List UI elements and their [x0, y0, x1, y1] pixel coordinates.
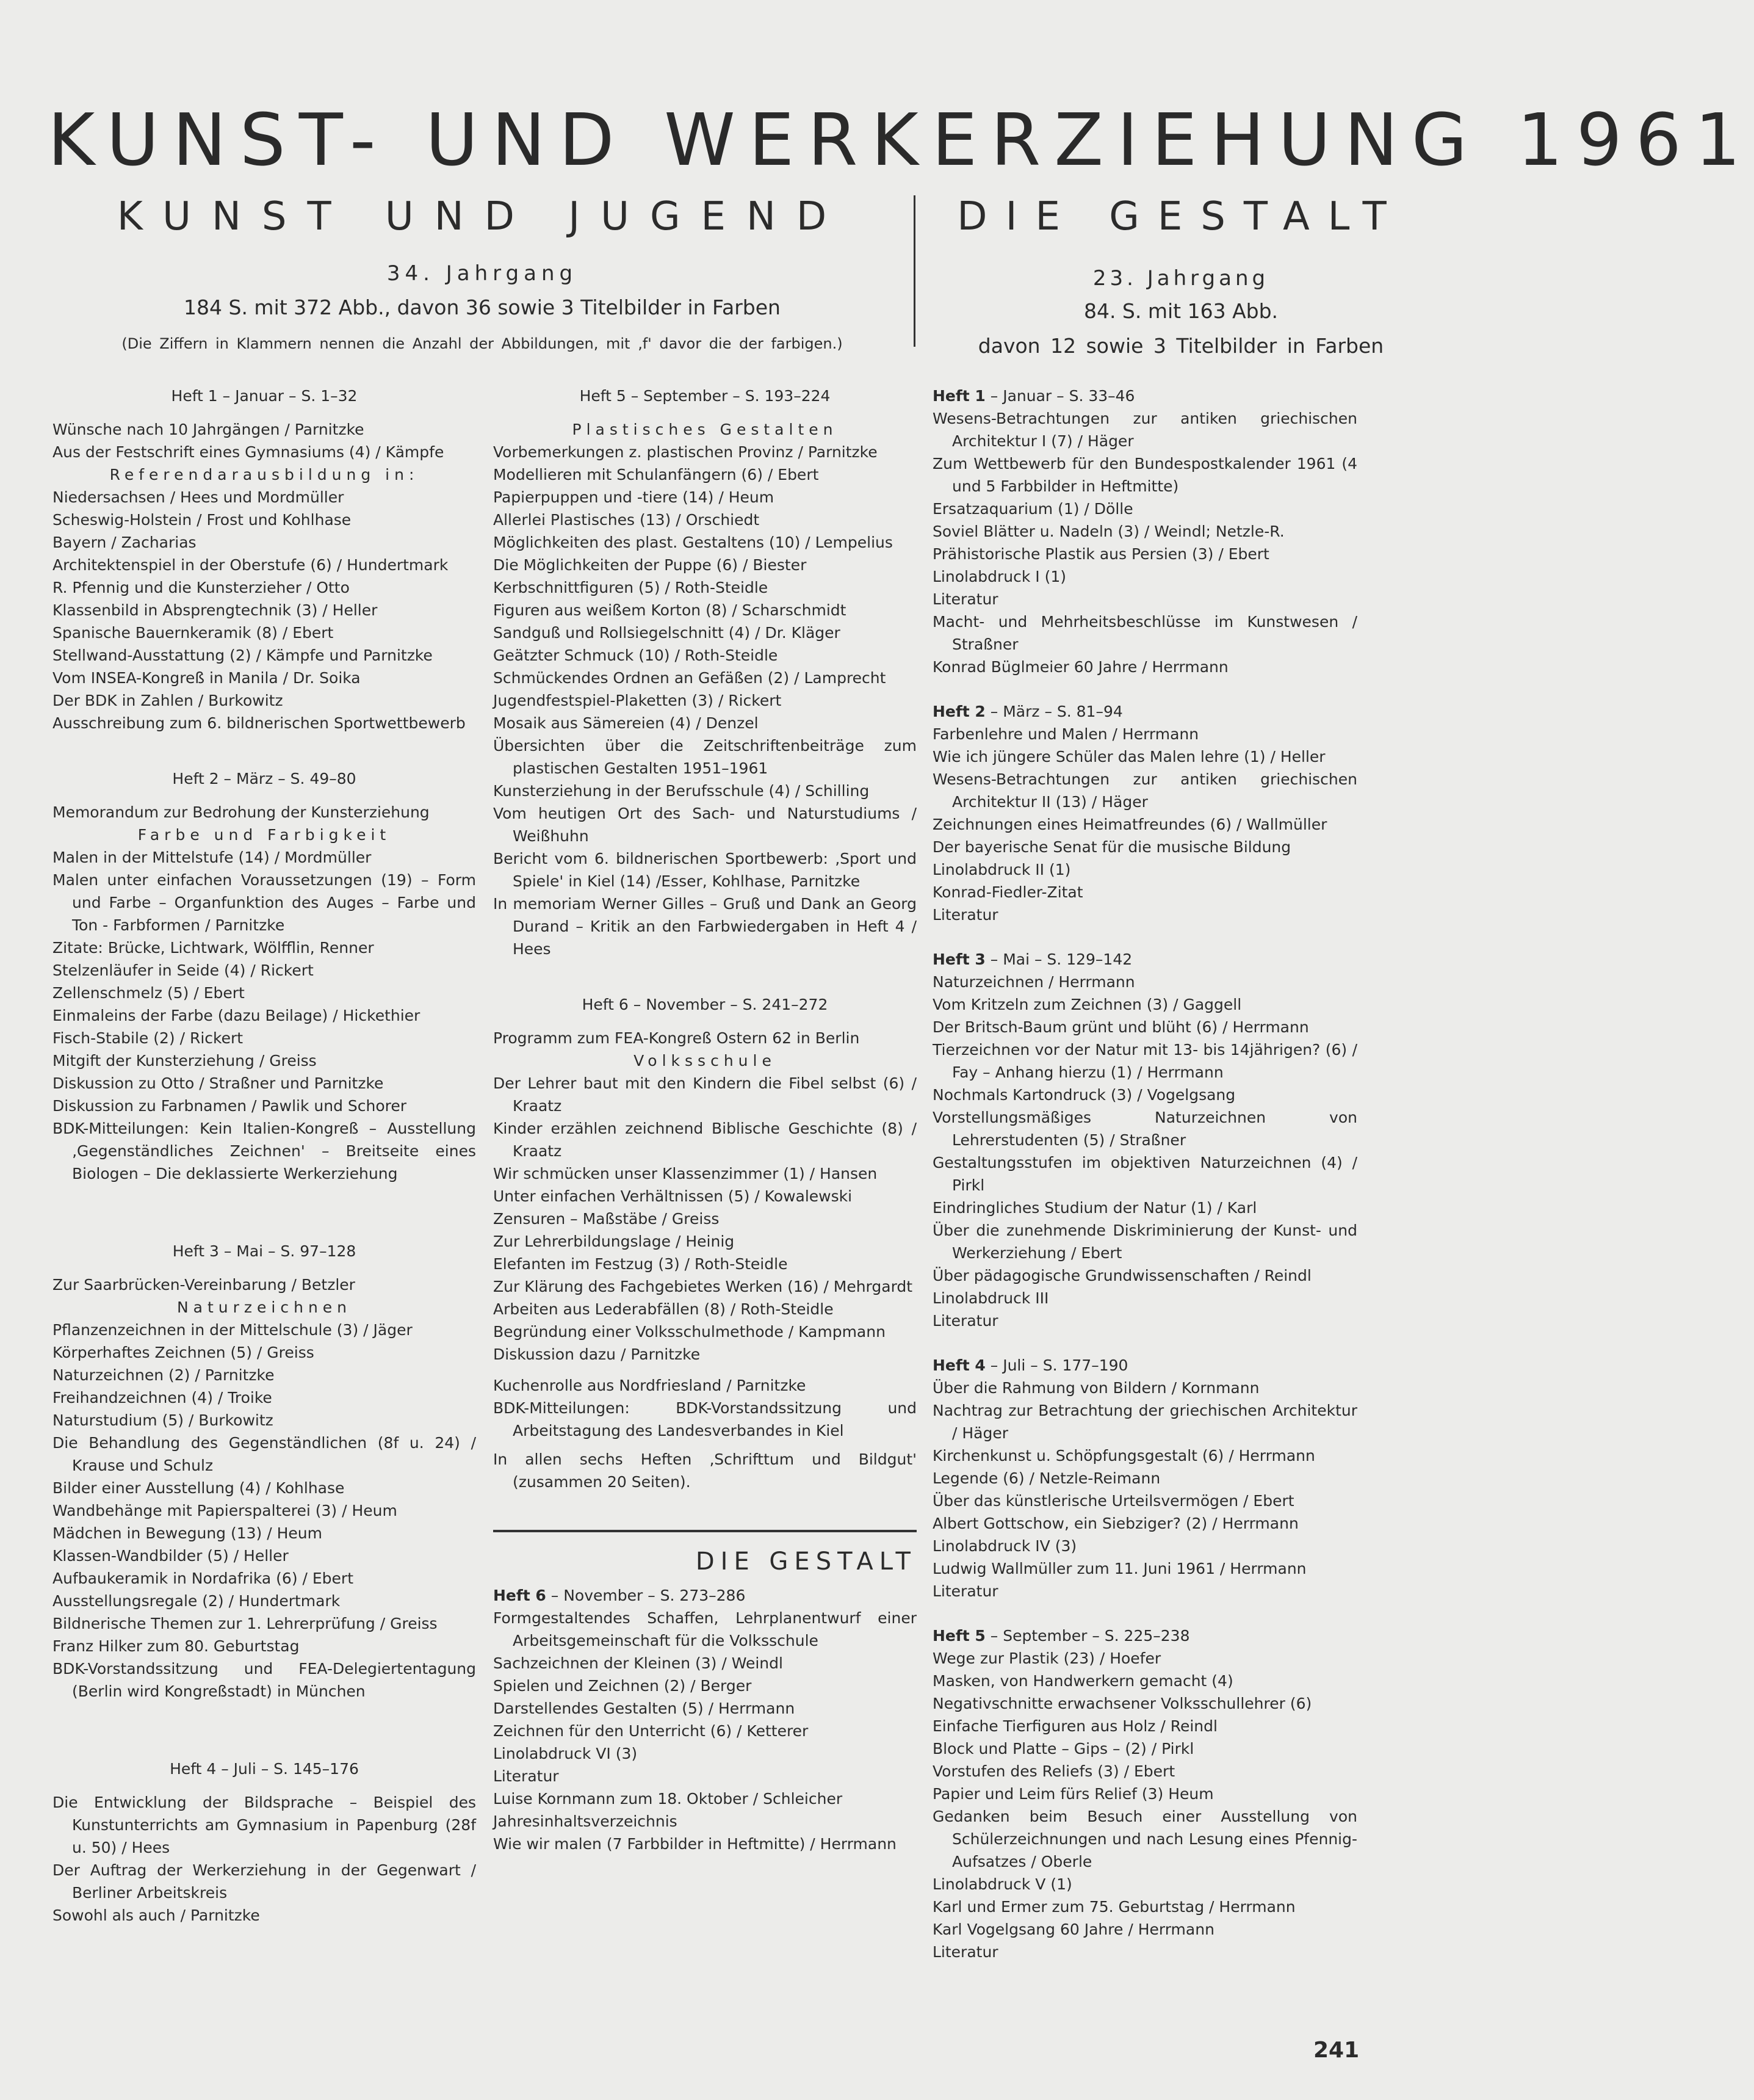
index-entry: Fisch-Stabile (2) / Rickert — [52, 1029, 244, 1047]
index-entry: Jahresinhaltsverzeichnis — [493, 1812, 677, 1830]
index-entry: Prähistorische Plastik aus Persien (3) / Ebert — [933, 545, 1269, 563]
column-die-gestalt — [933, 385, 1357, 1963]
index-entry: Wesens-Betrachtungen zur antiken griechischen Architektur I (7) / Häger — [933, 410, 1357, 450]
index-entry: R. Pfennig und die Kunsterzieher / Otto — [52, 579, 350, 596]
index-entry: Zeichnungen eines Heimatfreundes (6) / Wallmüller — [933, 816, 1327, 833]
entry-list — [52, 846, 476, 1185]
umfang-right: 84. S. mit 163 Abb. — [1083, 299, 1279, 323]
index-entry: Papierpuppen und -tiere (14) / Heum — [493, 488, 774, 506]
index-entry: Bildnerische Themen zur 1. Lehrerprüfung / Greiss — [52, 1615, 438, 1632]
index-entry: Diskussion zu Otto / Straßner und Parnitzke — [52, 1074, 384, 1092]
index-entry: Stelzenläufer in Seide (4) / Rickert — [52, 961, 314, 979]
index-entry: Zum Wettbewerb für den Bundespostkalender 1961 (4 und 5 Farbbilder in Heftmitte) — [933, 455, 1357, 495]
index-entry: Modellieren mit Schulanfängern (6) / Ebert — [493, 466, 819, 483]
index-entry: Spielen und Zeichnen (2) / Berger — [493, 1677, 752, 1695]
entry-list — [493, 441, 917, 960]
section-rule — [493, 1530, 917, 1532]
entry-list — [52, 486, 476, 734]
index-entry: Nochmals Kartondruck (3) / Vogelgsang — [933, 1086, 1236, 1104]
index-entry: Vorbemerkungen z. plastischen Provinz / Parnitzke — [493, 443, 878, 461]
spacer — [52, 1185, 476, 1218]
spacer — [493, 960, 917, 993]
index-entry: BDK-Vorstandssitzung und FEA-Delegiertentagung (Berlin wird Kongreßstadt) in München — [52, 1660, 476, 1700]
die-gestalt-title: DIE GESTALT — [695, 1548, 917, 1576]
index-entry: Wandbehänge mit Papierspalterei (3) / Heum — [52, 1502, 397, 1519]
index-entry: Zur Saarbrücken-Vereinbarung / Betzler — [52, 1276, 355, 1294]
index-entry: Literatur — [933, 1582, 998, 1600]
index-entry: Macht- und Mehrheitsbeschlüsse im Kunstwesen / Straßner — [933, 613, 1357, 653]
heft-label: Heft 1 — [933, 387, 986, 405]
entry-list — [933, 723, 1357, 926]
index-entry: Negativschnitte erwachsener Volksschullehrer (6) — [933, 1695, 1312, 1712]
index-entry: Über die Rahmung von Bildern / Kornmann — [933, 1379, 1260, 1397]
spacer — [52, 1703, 476, 1736]
heft-header — [493, 1584, 917, 1607]
entry-list — [933, 1647, 1357, 1963]
index-entry: Memorandum zur Bedrohung der Kunsterziehung — [52, 803, 430, 821]
index-entry: Der Lehrer baut mit den Kindern die Fibel selbst (6) / Kraatz — [493, 1074, 917, 1115]
heft-label: Heft 2 — [933, 703, 986, 720]
index-entry: Geätzter Schmuck (10) / Roth-Steidle — [493, 646, 778, 664]
index-entry: Zur Klärung des Fachgebietes Werken (16) / Mehrgardt — [493, 1278, 913, 1295]
heft-header: Heft 4 – Juli – S. 145–176 — [170, 1760, 359, 1778]
spacer — [493, 1493, 917, 1518]
heft-header: Heft 5 – September – S. 193–224 — [579, 387, 831, 405]
abbildungen-hinweis: (Die Ziffern in Klammern nennen die Anzahl der Abbildungen, mit ‚f' davor die der farbigen.) — [121, 335, 843, 352]
index-entry: Über die zunehmende Diskriminierung der Kunst- und Werkerziehung / Ebert — [933, 1222, 1357, 1262]
index-entry: Architektenspiel in der Oberstufe (6) / Hundertmark — [52, 556, 449, 574]
index-entry: Sachzeichnen der Kleinen (3) / Weindl — [493, 1654, 783, 1672]
heft-header: Heft 2 – März – S. 49–80 — [172, 770, 356, 788]
index-entry: BDK-Mitteilungen: BDK-Vorstandssitzung und Arbeitstagung des Landesverbandes in Kiel — [493, 1399, 917, 1439]
index-entry: Niedersachsen / Hees und Mordmüller — [52, 488, 344, 506]
spacer — [933, 678, 1357, 700]
heft-header — [933, 385, 1357, 407]
spacer — [493, 1366, 917, 1374]
index-entry: Eindringliches Studium der Natur (1) / Karl — [933, 1199, 1257, 1217]
spacer — [933, 1332, 1357, 1354]
index-entry: Aufbaukeramik in Nordafrika (6) / Ebert — [52, 1570, 354, 1587]
index-entry: Mosaik aus Sämereien (4) / Denzel — [493, 714, 759, 732]
index-entry: Wir schmücken unser Klassenzimmer (1) / Hansen — [493, 1165, 878, 1182]
heft-header: Heft 6 – November – S. 241–272 — [582, 996, 828, 1013]
kunst-und-jugend-header — [49, 194, 915, 352]
journal-name-right: DIE GESTALT — [957, 194, 1405, 239]
index-entry: Vom Kritzeln zum Zeichnen (3) / Gaggell — [933, 996, 1242, 1013]
index-entry: Körperhaftes Zeichnen (5) / Greiss — [52, 1344, 314, 1361]
spacer — [933, 1602, 1357, 1624]
index-entry: Wie wir malen (7 Farbbilder in Heftmitte) / Herrmann — [493, 1835, 897, 1853]
index-entry: Sandguß und Rollsiegelschnitt (4) / Dr. Kläger — [493, 624, 840, 642]
index-entry: Legende (6) / Netzle-Reimann — [933, 1469, 1161, 1487]
index-entry: Luise Kornmann zum 18. Oktober / Schleicher — [493, 1790, 843, 1808]
entry-list — [493, 1027, 917, 1049]
index-entry: Linolabdruck I (1) — [933, 568, 1067, 585]
header-divider — [914, 195, 915, 347]
index-entry: Linolabdruck IV (3) — [933, 1537, 1077, 1555]
index-entry: Wie ich jüngere Schüler das Malen lehre (1) / Heller — [933, 748, 1326, 766]
index-entry: Literatur — [933, 1943, 998, 1961]
index-entry: Klassenbild in Absprengtechnik (3) / Heller — [52, 601, 378, 619]
heft-range: – September – S. 225–238 — [985, 1627, 1190, 1645]
index-entry: Spanische Bauernkeramik (8) / Ebert — [52, 624, 334, 642]
heft-label: Heft 4 — [933, 1356, 986, 1374]
index-entry: Die Entwicklung der Bildsprache – Beispiel des Kunstunterrichts am Gymnasium in Papenburg (28f u. 50) / Hees — [52, 1794, 476, 1856]
index-entry: Der Britsch-Baum grünt und blüht (6) / Herrmann — [933, 1018, 1309, 1036]
index-entry: Bayern / Zacharias — [52, 534, 197, 551]
index-entry: Gedanken beim Besuch einer Ausstellung von Schülerzeichnungen und nach Lesung eines Pfennig-Aufsatzes / Oberle — [933, 1808, 1357, 1870]
heft-header — [933, 948, 1357, 971]
journal-name-left: KUNST UND JUGEND — [117, 194, 848, 239]
heft-label: Heft 5 — [933, 1627, 986, 1645]
jahrgang-right: 23. Jahrgang — [1092, 266, 1269, 291]
index-entry: Linolabdruck III — [933, 1289, 1049, 1307]
index-entry: Soviel Blätter u. Nadeln (3) / Weindl; Netzle-R. — [933, 523, 1285, 540]
entry-list — [52, 801, 476, 824]
index-entry: Malen in der Mittelstufe (14) / Mordmüller — [52, 849, 372, 866]
index-entry: Kinder erzählen zeichnend Biblische Geschichte (8) / Kraatz — [493, 1120, 917, 1160]
page-number: 241 — [1313, 2038, 1360, 2063]
index-entry: Naturstudium (5) / Burkowitz — [52, 1411, 273, 1429]
index-entry: Die Möglichkeiten der Puppe (6) / Biester — [493, 556, 807, 574]
umfang-left: 184 S. mit 372 Abb., davon 36 sowie 3 Titelbilder in Farben — [184, 295, 781, 319]
entry-list — [52, 418, 476, 463]
index-entry: Papier und Leim fürs Relief (3) Heum — [933, 1785, 1214, 1803]
spacer — [52, 1736, 476, 1758]
index-entry: Karl Vogelgsang 60 Jahre / Herrmann — [933, 1921, 1214, 1938]
spacer — [52, 734, 476, 767]
index-entry: Malen unter einfachen Voraussetzungen (19) – Form und Farbe – Organfunktion des Auges – Farbe und Ton - Farbformen / Parnitzke — [52, 871, 476, 934]
index-entry: Der Auftrag der Werkerziehung in der Gegenwart / Berliner Arbeitskreis — [52, 1861, 476, 1902]
index-entry: Wege zur Plastik (23) / Hoefer — [933, 1649, 1161, 1667]
index-entry: Formgestaltendes Schaffen, Lehrplanentwurf einer Arbeitsgemeinschaft für die Volksschule — [493, 1609, 917, 1649]
index-entry: Sowohl als auch / Parnitzke — [52, 1906, 260, 1924]
section-heading: Farbe und Farbigkeit — [137, 826, 391, 844]
index-entry: Naturzeichnen / Herrmann — [933, 973, 1135, 991]
index-entry: Tierzeichnen vor der Natur mit 13- bis 14jährigen? (6) / Fay – Anhang hierzu (1) / Herrmann — [933, 1041, 1357, 1081]
page-title: KUNST- UND WERKERZIEHUNG 1961 — [48, 98, 1754, 182]
index-entry: Über das künstlerische Urteilsvermögen / Ebert — [933, 1492, 1294, 1510]
index-entry: Allerlei Plastisches (13) / Orschiedt — [493, 511, 760, 529]
index-entry: Der BDK in Zahlen / Burkowitz — [52, 692, 283, 709]
index-entry: Mädchen in Bewegung (13) / Heum — [52, 1524, 323, 1542]
heft-range: – Mai – S. 129–142 — [985, 950, 1133, 968]
column-kunst-und-jugend-2 — [493, 385, 917, 1855]
index-entry: Wesens-Betrachtungen zur antiken griechischen Architektur II (13) / Häger — [933, 770, 1357, 811]
index-entry: Vorstufen des Reliefs (3) / Ebert — [933, 1762, 1175, 1780]
index-entry: Elefanten im Festzug (3) / Roth-Steidle — [493, 1255, 788, 1273]
entry-list — [933, 407, 1357, 678]
index-entry: Programm zum FEA-Kongreß Ostern 62 in Berlin — [493, 1029, 860, 1047]
index-entry: Naturzeichnen (2) / Parnitzke — [52, 1366, 275, 1384]
index-entry: Literatur — [493, 1767, 559, 1785]
heft-header: Heft 3 – Mai – S. 97–128 — [172, 1242, 356, 1260]
index-entry: Aus der Festschrift eines Gymnasiums (4) / Kämpfe — [52, 443, 444, 461]
index-entry: Vom heutigen Ort des Sach- und Naturstudiums / Weißhuhn — [493, 805, 917, 845]
heft-range: – Januar – S. 33–46 — [985, 387, 1135, 405]
heft-header — [933, 700, 1357, 723]
index-entry: Ludwig Wallmüller zum 11. Juni 1961 / Herrmann — [933, 1560, 1307, 1577]
column-kunst-und-jugend-1 — [52, 385, 476, 1927]
index-entry: Kirchenkunst u. Schöpfungsgestalt (6) / Herrmann — [933, 1447, 1315, 1465]
index-entry: Vorstellungsmäßiges Naturzeichnen von Lehrerstudenten (5) / Straßner — [933, 1109, 1357, 1149]
index-entry: Ausstellungsregale (2) / Hundertmark — [52, 1592, 341, 1610]
index-entry: Einfache Tierfiguren aus Holz / Reindl — [933, 1717, 1218, 1735]
farben-right: davon 12 sowie 3 Titelbilder in Farben — [978, 334, 1384, 358]
index-entry: Kerbschnittfiguren (5) / Roth-Steidle — [493, 579, 768, 596]
index-entry: Block und Platte – Gips – (2) / Pirkl — [933, 1740, 1194, 1758]
index-entry: Zeichnen für den Unterricht (6) / Ketterer — [493, 1722, 809, 1740]
index-entry: Scheswig-Holstein / Frost und Kohlhase — [52, 511, 352, 529]
entry-list — [493, 1072, 917, 1366]
index-entry: Linolabdruck VI (3) — [493, 1745, 638, 1762]
index-entry: Pflanzenzeichnen in der Mittelschule (3) / Jäger — [52, 1321, 413, 1339]
index-entry: Über pädagogische Grundwissenschaften / Reindl — [933, 1267, 1312, 1284]
index-entry: Kuchenrolle aus Nordfriesland / Parnitzke — [493, 1377, 806, 1394]
index-entry: Wünsche nach 10 Jahrgängen / Parnitzke — [52, 421, 364, 438]
entry-list — [933, 971, 1357, 1332]
index-entry: Arbeiten aus Lederabfällen (8) / Roth-Steidle — [493, 1300, 834, 1318]
die-gestalt-header — [928, 194, 1434, 358]
index-entry: Franz Hilker zum 80. Geburtstag — [52, 1637, 300, 1655]
index-entry: Begründung einer Volksschulmethode / Kampmann — [493, 1323, 886, 1341]
index-entry: Freihandzeichnen (4) / Troike — [52, 1389, 272, 1407]
index-entry: Konrad-Fiedler-Zitat — [933, 883, 1083, 901]
index-entry: Kunsterziehung in der Berufsschule (4) / Schilling — [493, 782, 870, 800]
entry-list — [52, 1791, 476, 1927]
section-heading: Naturzeichnen — [176, 1298, 352, 1316]
index-entry: Diskussion dazu / Parnitzke — [493, 1345, 701, 1363]
index-entry: Zensuren – Maßstäbe / Greiss — [493, 1210, 720, 1228]
heft-range: – Juli – S. 177–190 — [985, 1356, 1128, 1374]
section-heading: Referendarausbildung in: — [109, 466, 419, 483]
index-entry: Stellwand-Ausstattung (2) / Kämpfe und Parnitzke — [52, 646, 433, 664]
index-entry: Linolabdruck V (1) — [933, 1875, 1072, 1893]
heft-range: – November – S. 273–286 — [546, 1587, 746, 1604]
index-entry: Albert Gottschow, ein Siebziger? (2) / Herrmann — [933, 1515, 1299, 1532]
index-entry: Zitate: Brücke, Lichtwark, Wölfflin, Renner — [52, 939, 374, 957]
index-entry: Bilder einer Ausstellung (4) / Kohlhase — [52, 1479, 345, 1497]
spacer — [933, 926, 1357, 948]
index-entry: Masken, von Handwerkern gemacht (4) — [933, 1672, 1233, 1690]
index-entry: Diskussion zu Farbnamen / Pawlik und Schorer — [52, 1097, 407, 1115]
index-entry: Klassen-Wandbilder (5) / Heller — [52, 1547, 289, 1565]
entry-list — [52, 1319, 476, 1703]
index-entry: Jugendfestspiel-Plaketten (3) / Rickert — [493, 692, 782, 709]
index-entry: Schmückendes Ordnen an Gefäßen (2) / Lamprecht — [493, 669, 886, 687]
index-entry: In memoriam Werner Gilles – Gruß und Dank an Georg Durand – Kritik an den Farbwiedergaben in Heft 4 / Hees — [493, 895, 917, 958]
spacer — [493, 1442, 917, 1448]
index-entry: Literatur — [933, 906, 998, 924]
index-entry: Einmaleins der Farbe (dazu Beilage) / Hickethier — [52, 1007, 420, 1024]
heft-header — [933, 1354, 1357, 1377]
heft-range: – März – S. 81–94 — [985, 703, 1123, 720]
index-entry: Der bayerische Senat für die musische Bildung — [933, 838, 1291, 856]
heft-header: Heft 1 – Januar – S. 1–32 — [171, 387, 358, 405]
index-entry: Bericht vom 6. bildnerischen Sportbewerb: ‚Sport und Spiele' in Kiel (14) /Esser, Kohlhase, Parnitzke — [493, 850, 917, 890]
index-entry: BDK-Mitteilungen: Kein Italien-Kongreß – Ausstellung ‚Gegenständliches Zeichnen' – Breitseite eines Biologen – Die deklassierte Werkerziehung — [52, 1120, 476, 1182]
index-entry: Zellenschmelz (5) / Ebert — [52, 984, 245, 1002]
entry-list — [493, 1374, 917, 1442]
index-entry: Linolabdruck II (1) — [933, 861, 1071, 878]
entry-list — [493, 1448, 917, 1493]
index-entry: Nachtrag zur Betrachtung der griechischen Architektur / Häger — [933, 1402, 1357, 1442]
index-entry: Die Behandlung des Gegenständlichen (8f u. 24) / Krause und Schulz — [52, 1434, 476, 1474]
heft-label: Heft 6 — [493, 1587, 546, 1604]
jahrgang-left: 34. Jahrgang — [386, 261, 578, 286]
index-entry: Farbenlehre und Malen / Herrmann — [933, 725, 1199, 743]
index-entry: Möglichkeiten des plast. Gestaltens (10) / Lempelius — [493, 534, 893, 551]
index-entry: Unter einfachen Verhältnissen (5) / Kowalewski — [493, 1187, 853, 1205]
entry-list — [933, 1377, 1357, 1602]
index-entry: Zur Lehrerbildungslage / Heinig — [493, 1233, 735, 1250]
section-heading: Volksschule — [633, 1052, 776, 1070]
section-heading: Plastisches Gestalten — [572, 421, 838, 438]
index-entry: Konrad Büglmeier 60 Jahre / Herrmann — [933, 658, 1229, 676]
entry-list — [493, 1607, 917, 1855]
heft-label: Heft 3 — [933, 950, 986, 968]
index-entry: Vom INSEA-Kongreß in Manila / Dr. Soika — [52, 669, 361, 687]
index-entry: Mitgift der Kunsterziehung / Greiss — [52, 1052, 317, 1070]
index-entry: Literatur — [933, 590, 998, 608]
index-entry: Übersichten über die Zeitschriftenbeiträge zum plastischen Gestalten 1951–1961 — [493, 737, 917, 777]
spacer — [52, 1218, 476, 1240]
index-entry: Darstellendes Gestalten (5) / Herrmann — [493, 1700, 795, 1717]
index-entry: Ausschreibung zum 6. bildnerischen Sportwettbewerb — [52, 714, 466, 732]
index-entry: Literatur — [933, 1312, 998, 1330]
index-entry: Karl und Ermer zum 75. Geburtstag / Herrmann — [933, 1898, 1296, 1916]
heft-header — [933, 1624, 1357, 1647]
index-entry: Gestaltungsstufen im objektiven Naturzeichnen (4) / Pirkl — [933, 1154, 1357, 1194]
index-entry: Figuren aus weißem Korton (8) / Scharschmidt — [493, 601, 846, 619]
entry-list — [52, 1273, 476, 1296]
index-entry: In allen sechs Heften ‚Schrifttum und Bildgut' (zusammen 20 Seiten). — [493, 1450, 917, 1491]
index-entry: Ersatzaquarium (1) / Dölle — [933, 500, 1133, 518]
